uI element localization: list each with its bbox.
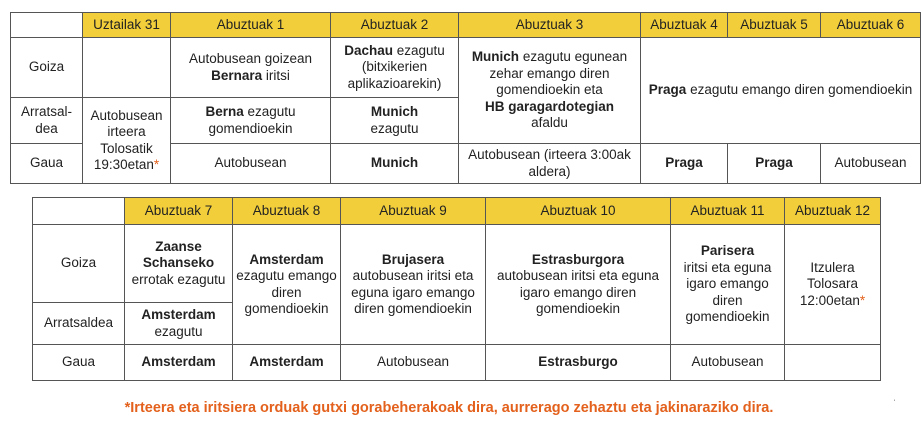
cell-aug7-afternoon — [125, 303, 233, 345]
day-header: Abuztuak 5 — [728, 13, 821, 38]
day-header: Abuztuak 3 — [459, 13, 641, 38]
cell-aug1-afternoon — [171, 98, 331, 144]
place-name: Praga — [648, 82, 687, 98]
cell-text: Itzulera Tolosara 12:00etan — [799, 259, 860, 308]
cell-text: ezagutu (bitxikerien aplikazioarekin) — [347, 42, 445, 91]
place-name: Berna — [205, 104, 244, 119]
row-label-morning: Goiza — [33, 225, 125, 303]
cell-text: errotak ezagutu — [131, 271, 226, 287]
cell-aug6-night: Autobusean — [821, 144, 921, 184]
cell-aug9-night: Autobusean — [341, 345, 486, 381]
cell-text: iritsi eta eguna igaro emango diren gomendioekin — [683, 259, 772, 325]
cell-aug7-morning — [125, 225, 233, 303]
corner-cell — [33, 198, 125, 225]
cell-text: afaldu — [531, 115, 568, 131]
place-name: Dachau — [344, 42, 393, 58]
place-name: Amsterdam — [141, 307, 216, 322]
day-header: Abuztuak 10 — [486, 198, 671, 225]
footnote: *Irteera eta iritsiera orduak gutxi gorabeherakoak dira, aurrerago zehaztu eta jakinaraziko dira. — [124, 400, 774, 416]
day-header: Abuztuak 2 — [331, 13, 459, 38]
day-header: Uztailak 31 — [83, 13, 171, 38]
place-name: Brujasera — [381, 251, 445, 267]
cell-aug2-night: Munich — [331, 144, 459, 184]
day-header: Abuztuak 8 — [233, 198, 341, 225]
cell-aug1-night: Autobusean — [171, 144, 331, 184]
cell-text: ezagutu emango diren gomendioekin — [690, 82, 913, 98]
row-label-night: Gaua — [11, 144, 83, 184]
day-header: Abuztuak 7 — [125, 198, 233, 225]
cell-text: Autobusean irteera Tolosatik 19:30etan — [90, 107, 163, 172]
place-name: Parisera — [700, 243, 755, 259]
day-header: Abuztuak 11 — [671, 198, 785, 225]
place-name: Munich — [471, 49, 520, 65]
cell-aug3-night: Autobusean (irteera 3:00ak aldera) — [459, 144, 641, 184]
cell-aug2-afternoon — [331, 98, 459, 144]
cell-jul31-morning — [83, 38, 171, 98]
cell-aug7-night: Amsterdam — [125, 345, 233, 381]
row-label-morning: Goiza — [11, 38, 83, 98]
cell-aug11-night: Autobusean — [671, 345, 785, 381]
cell-aug8-day — [233, 225, 341, 345]
cell-aug10-day — [486, 225, 671, 345]
row-label-afternoon: Arratsaldea — [33, 303, 125, 345]
cell-aug2-morning — [331, 38, 459, 98]
cell-text: ezagutu — [370, 120, 419, 136]
asterisk: * — [859, 292, 866, 308]
day-header: Abuztuak 6 — [821, 13, 921, 38]
itinerary-table-week2 — [32, 197, 881, 381]
cell-aug4-6-day — [641, 38, 921, 144]
cell-aug4-night: Praga — [641, 144, 728, 184]
row-label-afternoon: Arratsal-dea — [11, 98, 83, 144]
row-label-night: Gaua — [33, 345, 125, 381]
asterisk: * — [153, 157, 160, 172]
cell-aug9-day — [341, 225, 486, 345]
place-name: Zaanse Schanseko — [142, 238, 215, 271]
place-name: Amsterdam — [249, 251, 324, 267]
cell-aug12-night — [785, 345, 881, 381]
corner-cell — [11, 13, 83, 38]
cell-aug1-morning — [171, 38, 331, 98]
cell-text: autobusean iritsi eta eguna igaro emango diren gomendioekin — [496, 268, 660, 316]
cell-aug8-night: Amsterdam — [233, 345, 341, 381]
cell-jul31-afternoon — [83, 98, 171, 184]
cell-text: autobusean iritsi eta eguna igaro emango diren gomendioekin — [351, 268, 475, 316]
cell-text: ezagutu emango diren gomendioekin — [236, 268, 337, 316]
day-header: Abuztuak 1 — [171, 13, 331, 38]
cell-text: ezagutu — [154, 323, 203, 339]
day-header: Abuztuak 9 — [341, 198, 486, 225]
day-header: Abuztuak 4 — [641, 13, 728, 38]
place-name: Bernara — [211, 67, 263, 83]
cell-text: Autobusean goizean — [188, 51, 313, 66]
cell-aug11-day — [671, 225, 785, 345]
day-header: Abuztuak 12 — [785, 198, 881, 225]
itinerary-table-week1 — [10, 12, 921, 184]
place-name: HB garagardotegian — [484, 98, 615, 114]
corner-mark: ˈ — [893, 398, 896, 408]
cell-text: ezagutu gomendioekin — [208, 104, 296, 136]
cell-text: iritsi — [265, 67, 290, 83]
cell-text: ezagutu egunean zehar emango diren gomendioekin eta — [489, 49, 628, 98]
place-name: Munich — [370, 104, 419, 119]
cell-aug10-night: Estrasburgo — [486, 345, 671, 381]
place-name: Estrasburgora — [531, 251, 625, 267]
cell-aug3-day — [459, 38, 641, 144]
cell-aug5-night: Praga — [728, 144, 821, 184]
cell-aug12-day — [785, 225, 881, 345]
